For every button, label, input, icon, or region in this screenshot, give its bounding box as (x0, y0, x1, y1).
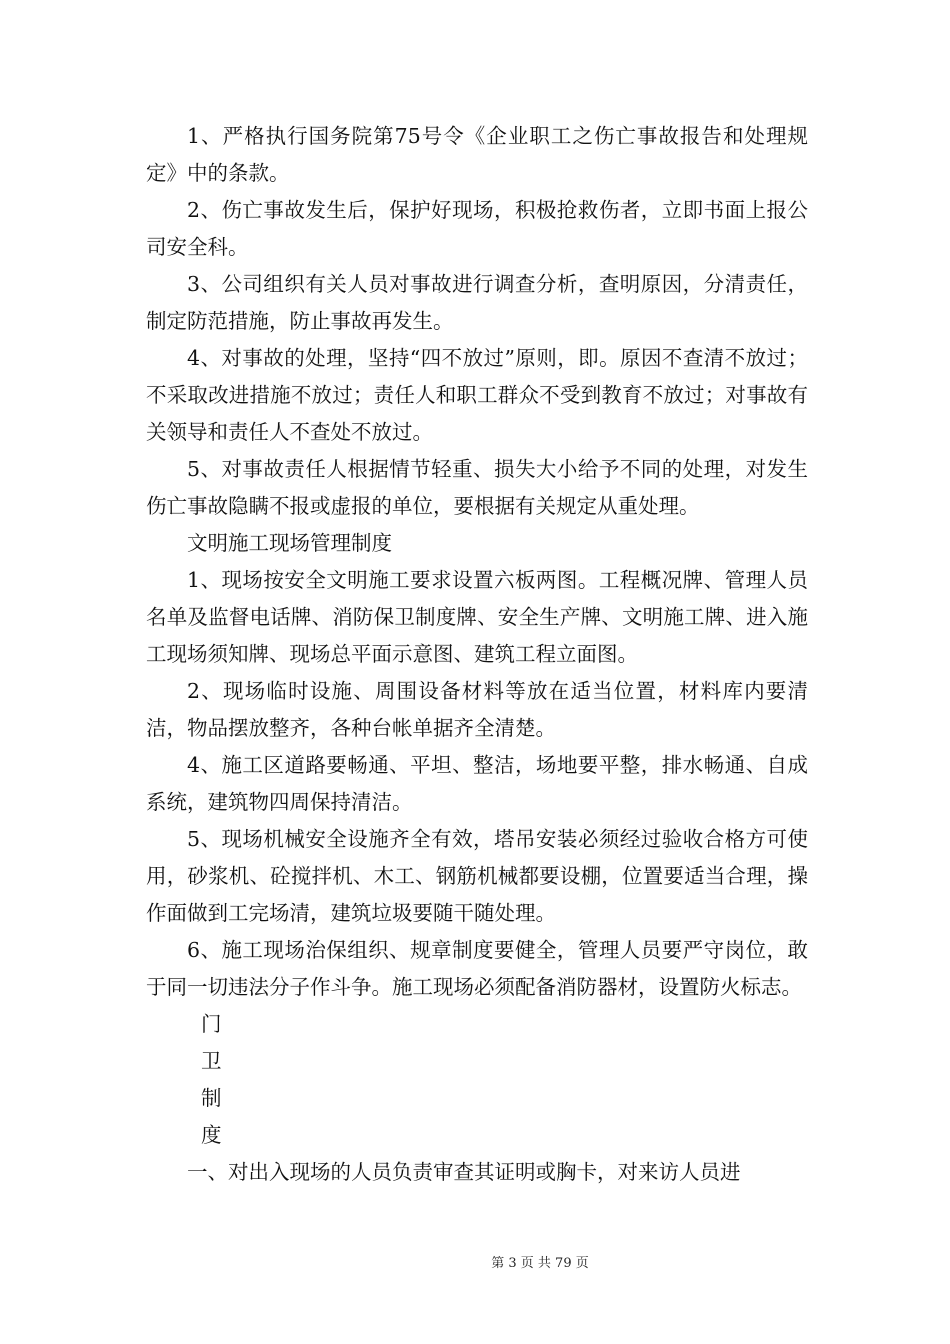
paragraph-site-6: 6、施工现场治保组织、规章制度要健全，管理人员要严守岗位，敢于同一切违法分子作斗争。施工现场必须配备消防器材，设置防火标志。 (146, 938, 808, 999)
paragraph-accident-4: 4、对事故的处理，坚持“四不放过”原则，即。原因不查清不放过；不采取改进措施不放过；责任人和职工群众不受到教育不放过；对事故有关领导和责任人不查处不放过。 (146, 346, 808, 444)
section-title: 文明施工现场管理制度 (187, 531, 392, 555)
paragraph-accident-1: 1、严格执行国务院第75号令《企业职工之伤亡事故报告和处理规定》中的条款。 (146, 124, 808, 185)
document-body (146, 118, 808, 1191)
paragraph-site-1: 1、现场按安全文明施工要求设置六板两图。工程概况牌、管理人员名单及监督电话牌、消防保卫制度牌、安全生产牌、文明施工牌、进入施工现场须知牌、现场总平面示意图、建筑工程立面图。 (146, 568, 808, 666)
paragraph-gate-1: 一、对出入现场的人员负责审查其证明或胸卡，对来访人员进 (187, 1160, 741, 1184)
paragraph-accident-3: 3、公司组织有关人员对事故进行调查分析，查明原因，分清责任，制定防范措施，防止事故再发生。 (146, 272, 808, 333)
vertical-title-char: 卫 (201, 1049, 222, 1073)
vertical-title-char: 度 (201, 1123, 222, 1147)
page-number: 第 3 页 共 79 页 (491, 1256, 589, 1271)
paragraph-accident-5: 5、对事故责任人根据情节轻重、损失大小给予不同的处理，对发生伤亡事故隐瞒不报或虚报的单位，要根据有关规定从重处理。 (146, 457, 808, 518)
paragraph-site-5: 5、现场机械安全设施齐全有效，塔吊安装必须经过验收合格方可使用，砂浆机、砼搅拌机、木工、钢筋机械都要设棚，位置要适当合理，操作面做到工完场清，建筑垃圾要随干随处理。 (146, 827, 808, 925)
paragraph-accident-2: 2、伤亡事故发生后，保护好现场，积极抢救伤者，立即书面上报公司安全科。 (146, 198, 808, 259)
vertical-title-char: 制 (201, 1086, 222, 1110)
paragraph-site-2: 2、现场临时设施、周围设备材料等放在适当位置，材料库内要清洁，物品摆放整齐，各种台帐单据齐全清楚。 (146, 679, 808, 740)
vertical-title-char: 门 (201, 1012, 222, 1036)
paragraph-site-4: 4、施工区道路要畅通、平坦、整洁，场地要平整，排水畅通、自成系统，建筑物四周保持清洁。 (146, 753, 808, 814)
